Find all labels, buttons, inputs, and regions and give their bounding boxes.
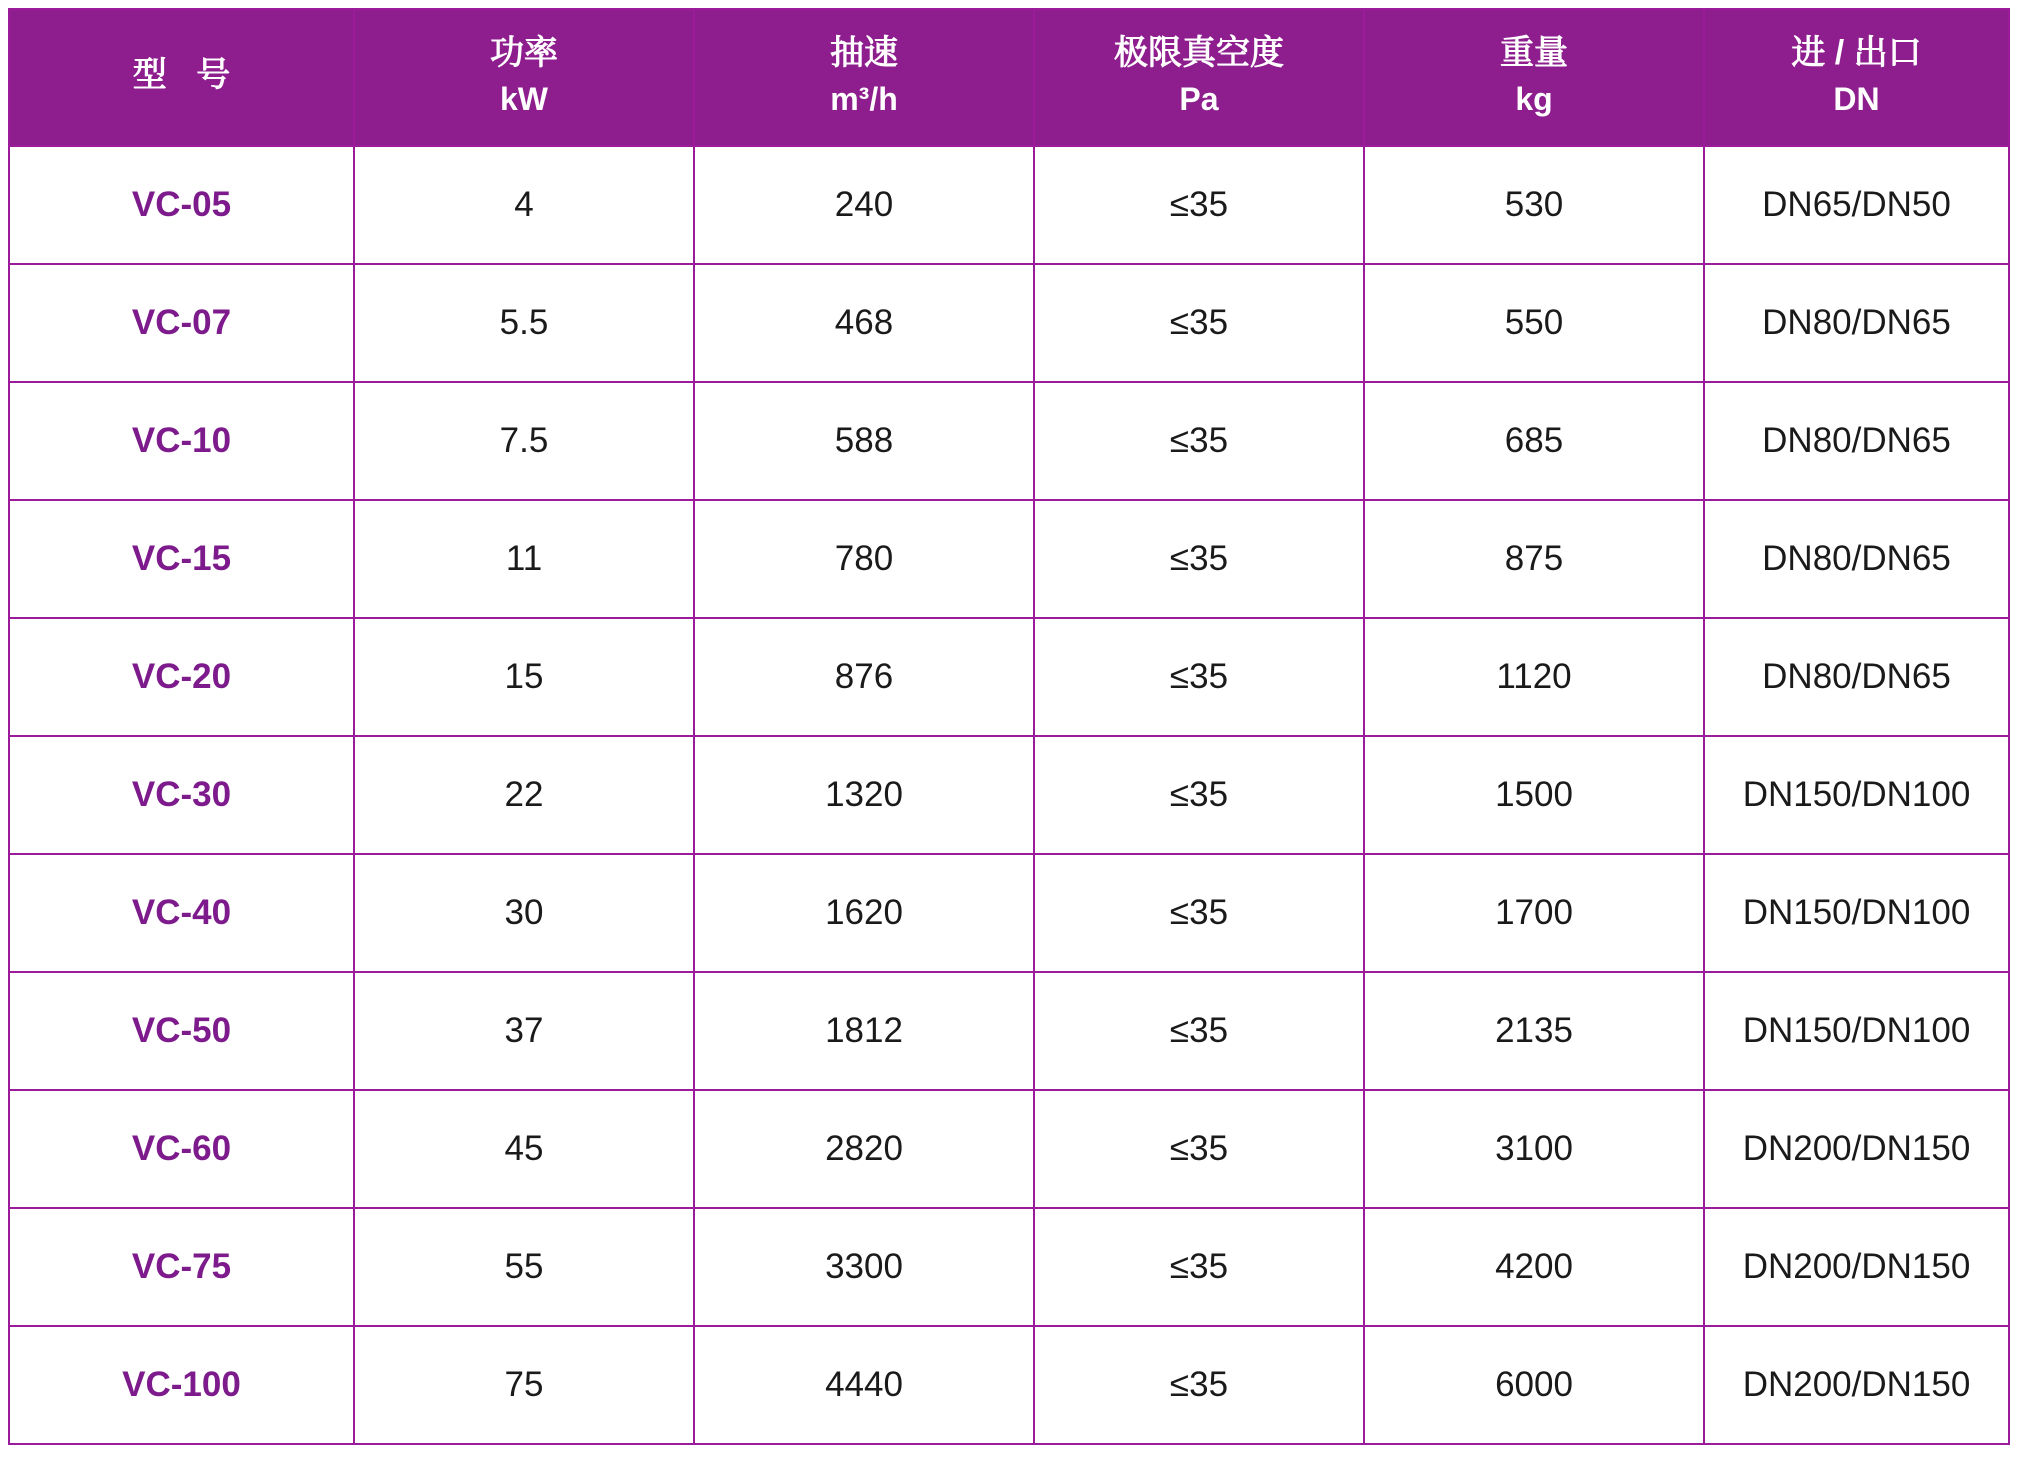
cell-port: DN80/DN65	[1704, 618, 2009, 736]
cell-weight: 530	[1364, 146, 1704, 264]
cell-model: VC-75	[9, 1208, 354, 1326]
cell-weight: 685	[1364, 382, 1704, 500]
cell-model: VC-60	[9, 1090, 354, 1208]
cell-speed: 588	[694, 382, 1034, 500]
cell-port: DN200/DN150	[1704, 1090, 2009, 1208]
column-header-power-title: 功率	[490, 34, 558, 72]
cell-port: DN80/DN65	[1704, 500, 2009, 618]
table-row	[9, 736, 2009, 854]
cell-power: 7.5	[354, 382, 694, 500]
cell-vacuum: ≤35	[1034, 1208, 1364, 1326]
cell-port: DN80/DN65	[1704, 264, 2009, 382]
cell-vacuum: ≤35	[1034, 1090, 1364, 1208]
cell-vacuum: ≤35	[1034, 618, 1364, 736]
cell-port: DN65/DN50	[1704, 146, 2009, 264]
cell-weight: 1120	[1364, 618, 1704, 736]
cell-model: VC-30	[9, 736, 354, 854]
cell-port: DN80/DN65	[1704, 382, 2009, 500]
table-row	[9, 1326, 2009, 1444]
cell-model: VC-20	[9, 618, 354, 736]
table-row	[9, 1090, 2009, 1208]
cell-speed: 1620	[694, 854, 1034, 972]
cell-speed: 1812	[694, 972, 1034, 1090]
table-row	[9, 618, 2009, 736]
cell-power: 11	[354, 500, 694, 618]
cell-port: DN200/DN150	[1704, 1208, 2009, 1326]
column-header-power-unit: kW	[500, 80, 548, 117]
cell-speed: 1320	[694, 736, 1034, 854]
column-header-model-title: 型 号	[132, 56, 241, 94]
pump-specification-table	[8, 8, 2010, 1445]
cell-model: VC-15	[9, 500, 354, 618]
cell-weight: 4200	[1364, 1208, 1704, 1326]
column-header-port-unit: DN	[1833, 80, 1880, 117]
cell-power: 22	[354, 736, 694, 854]
cell-weight: 875	[1364, 500, 1704, 618]
cell-speed: 4440	[694, 1326, 1034, 1444]
cell-model: VC-50	[9, 972, 354, 1090]
cell-weight: 6000	[1364, 1326, 1704, 1444]
table-row	[9, 382, 2009, 500]
cell-power: 37	[354, 972, 694, 1090]
cell-power: 5.5	[354, 264, 694, 382]
cell-weight: 3100	[1364, 1090, 1704, 1208]
cell-power: 4	[354, 146, 694, 264]
cell-port: DN150/DN100	[1704, 854, 2009, 972]
cell-vacuum: ≤35	[1034, 500, 1364, 618]
table-row	[9, 854, 2009, 972]
cell-weight: 1700	[1364, 854, 1704, 972]
table-header	[9, 9, 2009, 146]
cell-model: VC-100	[9, 1326, 354, 1444]
table-row	[9, 264, 2009, 382]
table-header-row	[9, 9, 2009, 146]
column-header-vacuum-unit: Pa	[1179, 80, 1219, 117]
cell-vacuum: ≤35	[1034, 264, 1364, 382]
table-body	[9, 146, 2009, 1444]
cell-power: 45	[354, 1090, 694, 1208]
cell-model: VC-10	[9, 382, 354, 500]
column-header-vacuum-title: 极限真空度	[1114, 34, 1284, 72]
column-header-speed-unit: m³/h	[830, 80, 898, 117]
cell-vacuum: ≤35	[1034, 854, 1364, 972]
cell-speed: 240	[694, 146, 1034, 264]
cell-model: VC-07	[9, 264, 354, 382]
cell-model: VC-05	[9, 146, 354, 264]
table-row	[9, 972, 2009, 1090]
cell-weight: 2135	[1364, 972, 1704, 1090]
cell-speed: 780	[694, 500, 1034, 618]
cell-vacuum: ≤35	[1034, 382, 1364, 500]
cell-port: DN150/DN100	[1704, 736, 2009, 854]
cell-power: 75	[354, 1326, 694, 1444]
cell-vacuum: ≤35	[1034, 146, 1364, 264]
cell-vacuum: ≤35	[1034, 1326, 1364, 1444]
cell-port: DN150/DN100	[1704, 972, 2009, 1090]
column-header-speed	[694, 9, 1034, 146]
cell-power: 30	[354, 854, 694, 972]
cell-speed: 468	[694, 264, 1034, 382]
cell-model: VC-40	[9, 854, 354, 972]
table-row	[9, 500, 2009, 618]
cell-speed: 3300	[694, 1208, 1034, 1326]
cell-weight: 1500	[1364, 736, 1704, 854]
column-header-speed-title: 抽速	[830, 34, 898, 72]
cell-speed: 2820	[694, 1090, 1034, 1208]
column-header-model	[9, 9, 354, 146]
table-row	[9, 146, 2009, 264]
column-header-weight	[1364, 9, 1704, 146]
cell-vacuum: ≤35	[1034, 972, 1364, 1090]
column-header-weight-title: 重量	[1500, 34, 1568, 72]
cell-port: DN200/DN150	[1704, 1326, 2009, 1444]
column-header-port-title: 进 / 出口	[1791, 34, 1922, 72]
cell-weight: 550	[1364, 264, 1704, 382]
column-header-weight-unit: kg	[1515, 80, 1553, 117]
column-header-power	[354, 9, 694, 146]
column-header-port	[1704, 9, 2009, 146]
cell-power: 55	[354, 1208, 694, 1326]
table-row	[9, 1208, 2009, 1326]
cell-speed: 876	[694, 618, 1034, 736]
cell-vacuum: ≤35	[1034, 736, 1364, 854]
cell-power: 15	[354, 618, 694, 736]
column-header-vacuum	[1034, 9, 1364, 146]
